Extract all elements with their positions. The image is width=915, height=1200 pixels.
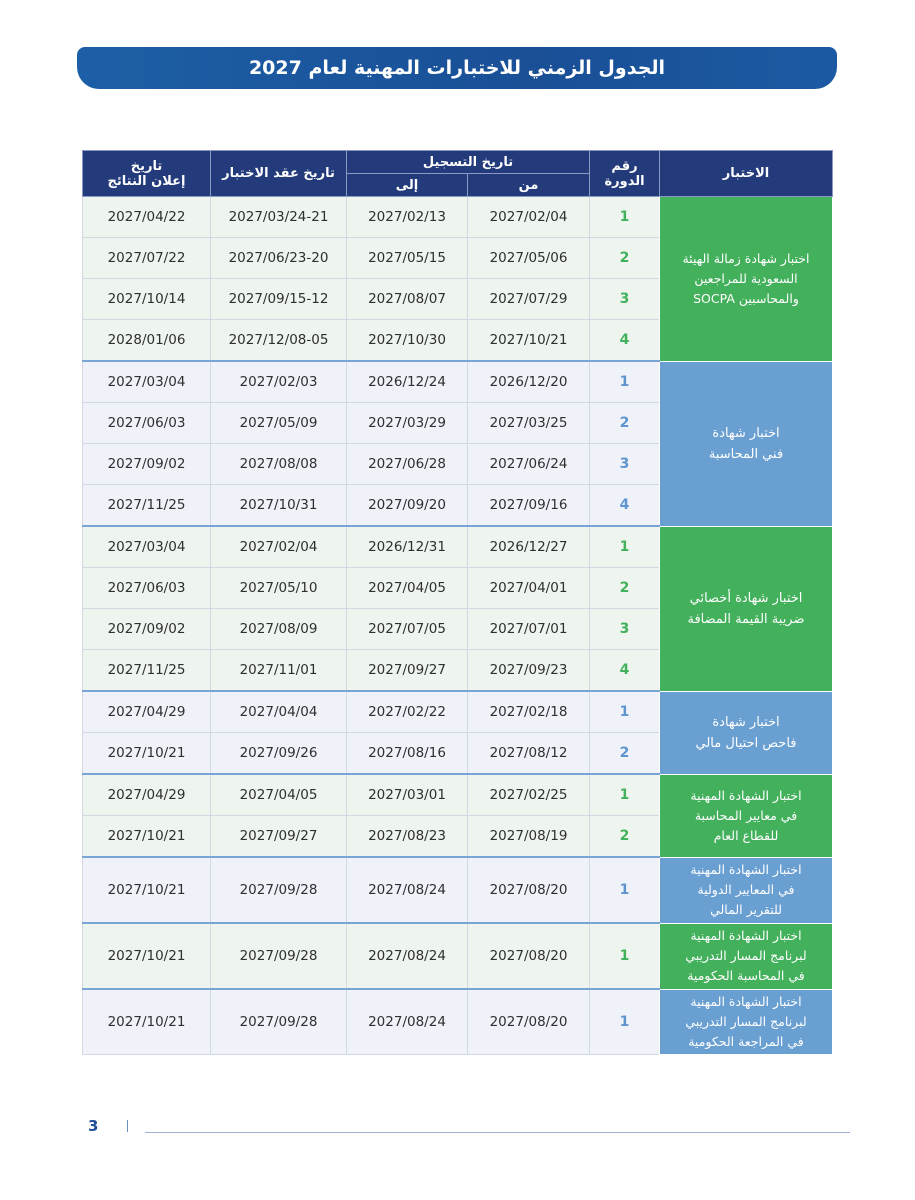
results-date-cell: 2027/09/02 (83, 609, 211, 650)
results-date-cell: 2027/04/29 (83, 774, 211, 816)
results-date-cell: 2027/06/03 (83, 568, 211, 609)
table-row (83, 857, 833, 923)
exam-date-cell: 2027/08/09 (211, 609, 347, 650)
registration-to-cell: 2027/09/27 (347, 650, 468, 692)
schedule-table (82, 150, 833, 1055)
registration-to-cell: 2027/03/01 (347, 774, 468, 816)
exam-date-cell: 2027/04/05 (211, 774, 347, 816)
header-to: إلى (347, 174, 468, 197)
exam-name-line: والمحاسبين SOCPA (693, 290, 799, 306)
exam-name-line: في المحاسبة الحكومية (687, 968, 805, 983)
registration-to-cell: 2027/08/16 (347, 733, 468, 775)
results-date-cell: 2027/10/21 (83, 989, 211, 1055)
registration-to-cell: 2027/02/22 (347, 691, 468, 733)
exam-name-line: في المراجعة الحكومية (688, 1033, 804, 1049)
exam-name-line: اختبار شهادة زمالة الهيئة (682, 250, 810, 266)
cycle-number-cell: 1 (590, 923, 660, 989)
exam-name-cell (660, 857, 833, 923)
registration-from-cell: 2026/12/27 (468, 526, 590, 568)
registration-from-cell: 2027/02/25 (468, 774, 590, 816)
exam-name-line: في المعايير الدولية (697, 882, 795, 897)
registration-to-cell: 2027/04/05 (347, 568, 468, 609)
registration-to-cell: 2027/05/15 (347, 238, 468, 279)
exam-name-cell (660, 361, 833, 526)
table-row (83, 197, 833, 238)
exam-name-line: اختبار شهادة (712, 714, 780, 730)
exam-date-cell: 2027/09/27 (211, 816, 347, 858)
cycle-number-cell: 1 (590, 197, 660, 238)
exam-date-cell: 2027/09/26 (211, 733, 347, 775)
results-date-cell: 2027/03/04 (83, 526, 211, 568)
registration-from-cell: 2027/08/20 (468, 923, 590, 989)
cycle-number-cell: 4 (590, 650, 660, 692)
exam-date-cell: 2027/08/08 (211, 444, 347, 485)
registration-from-cell: 2027/08/20 (468, 989, 590, 1055)
exam-name-line: اختبار شهادة (712, 425, 780, 441)
header-cycle (590, 151, 660, 197)
table-row (83, 691, 833, 733)
exam-date-cell: 2027/05/09 (211, 403, 347, 444)
exam-date-cell: 2027/11/01 (211, 650, 347, 692)
exam-name-cell (660, 526, 833, 691)
registration-from-cell: 2027/07/01 (468, 609, 590, 650)
exam-name-line: لبرنامج المسار التدريبي (685, 948, 807, 963)
exam-name-cell (660, 691, 833, 774)
cycle-number-cell: 1 (590, 774, 660, 816)
exam-date-cell: 2027/09/28 (211, 989, 347, 1055)
results-date-cell: 2027/10/21 (83, 733, 211, 775)
registration-to-cell: 2027/02/13 (347, 197, 468, 238)
registration-from-cell: 2026/12/20 (468, 361, 590, 403)
cycle-number-cell: 1 (590, 857, 660, 923)
exam-name-line: فني المحاسبة (708, 446, 784, 462)
registration-from-cell: 2027/09/16 (468, 485, 590, 527)
registration-from-cell: 2027/06/24 (468, 444, 590, 485)
cycle-number-cell: 3 (590, 609, 660, 650)
header-cycle-line1: رقم (611, 158, 638, 174)
exam-name-line: ضريبة القيمة المضافة (687, 611, 805, 627)
registration-to-cell: 2027/08/24 (347, 923, 468, 989)
registration-to-cell: 2027/08/24 (347, 989, 468, 1055)
cycle-number-cell: 4 (590, 320, 660, 362)
cycle-number-cell: 2 (590, 403, 660, 444)
header-exam-date: تاريخ عقد الاختبار (211, 151, 347, 197)
table-row (83, 923, 833, 989)
results-date-cell: 2027/09/02 (83, 444, 211, 485)
exam-date-cell: 2027/02/04 (211, 526, 347, 568)
exam-name-line: للقطاع العام (713, 827, 779, 843)
page-title: الجدول الزمني للاختبارات المهنية لعام 2027 (248, 57, 666, 79)
header-registration: تاريخ التسجيل (347, 151, 590, 174)
registration-to-cell: 2027/06/28 (347, 444, 468, 485)
exam-date-cell: 2027/05/10 (211, 568, 347, 609)
cycle-number-cell: 4 (590, 485, 660, 527)
exam-date-cell: 2027/09/15-12 (211, 279, 347, 320)
exam-name-line: اختبار الشهادة المهنية (690, 862, 802, 877)
registration-to-cell: 2026/12/31 (347, 526, 468, 568)
exam-date-cell: 2027/03/24-21 (211, 197, 347, 238)
results-date-cell: 2027/10/21 (83, 923, 211, 989)
table-row (83, 774, 833, 816)
cycle-number-cell: 1 (590, 989, 660, 1055)
title-banner (77, 47, 837, 89)
exam-name-line: في معايير المحاسبة (694, 807, 798, 823)
cycle-number-cell: 2 (590, 238, 660, 279)
cycle-number-cell: 2 (590, 816, 660, 858)
exam-date-cell: 2027/09/28 (211, 923, 347, 989)
registration-to-cell: 2027/10/30 (347, 320, 468, 362)
exam-date-cell: 2027/06/23-20 (211, 238, 347, 279)
cycle-number-cell: 1 (590, 361, 660, 403)
header-from: من (468, 174, 590, 197)
exam-date-cell: 2027/09/28 (211, 857, 347, 923)
registration-from-cell: 2027/08/19 (468, 816, 590, 858)
exam-name-line: اختبار الشهادة المهنية (690, 787, 802, 803)
cycle-number-cell: 2 (590, 568, 660, 609)
registration-to-cell: 2027/08/24 (347, 857, 468, 923)
footer-divider-tick (127, 1120, 128, 1132)
results-date-cell: 2027/04/22 (83, 197, 211, 238)
registration-to-cell: 2027/03/29 (347, 403, 468, 444)
table-body (83, 197, 833, 1055)
registration-from-cell: 2027/08/20 (468, 857, 590, 923)
cycle-number-cell: 2 (590, 733, 660, 775)
exam-name-line: لبرنامج المسار التدريبي (685, 1013, 807, 1029)
exam-name-line: اختبار الشهادة المهنية (690, 993, 802, 1009)
registration-from-cell: 2027/02/04 (468, 197, 590, 238)
registration-from-cell: 2027/09/23 (468, 650, 590, 692)
cycle-number-cell: 1 (590, 526, 660, 568)
exam-date-cell: 2027/02/03 (211, 361, 347, 403)
page-number: 3 (88, 1117, 99, 1135)
exam-date-cell: 2027/04/04 (211, 691, 347, 733)
registration-from-cell: 2027/02/18 (468, 691, 590, 733)
header-results-line2: إعلان النتائج (107, 173, 186, 189)
registration-from-cell: 2027/03/25 (468, 403, 590, 444)
results-date-cell: 2027/10/21 (83, 816, 211, 858)
footer-rule (145, 1132, 850, 1133)
registration-to-cell: 2026/12/24 (347, 361, 468, 403)
table-row (83, 989, 833, 1055)
registration-from-cell: 2027/10/21 (468, 320, 590, 362)
exam-date-cell: 2027/10/31 (211, 485, 347, 527)
header-exam: الاختبار (660, 151, 833, 197)
results-date-cell: 2028/01/06 (83, 320, 211, 362)
header-results (83, 151, 211, 197)
exam-name-line: اختبار الشهادة المهنية (690, 928, 802, 943)
registration-from-cell: 2027/04/01 (468, 568, 590, 609)
results-date-cell: 2027/07/22 (83, 238, 211, 279)
results-date-cell: 2027/10/21 (83, 857, 211, 923)
results-date-cell: 2027/06/03 (83, 403, 211, 444)
exam-date-cell: 2027/12/08-05 (211, 320, 347, 362)
registration-from-cell: 2027/08/12 (468, 733, 590, 775)
cycle-number-cell: 3 (590, 444, 660, 485)
registration-from-cell: 2027/05/06 (468, 238, 590, 279)
results-date-cell: 2027/03/04 (83, 361, 211, 403)
cycle-number-cell: 3 (590, 279, 660, 320)
exam-name-line: السعودية للمراجعين (694, 270, 798, 286)
exam-name-cell (660, 197, 833, 362)
exam-name-line: للتقرير المالي (710, 902, 782, 917)
results-date-cell: 2027/11/25 (83, 650, 211, 692)
exam-name-cell (660, 774, 833, 857)
registration-from-cell: 2027/07/29 (468, 279, 590, 320)
results-date-cell: 2027/11/25 (83, 485, 211, 527)
results-date-cell: 2027/10/14 (83, 279, 211, 320)
table-header (83, 151, 833, 197)
exam-name-cell (660, 989, 833, 1055)
registration-to-cell: 2027/07/05 (347, 609, 468, 650)
header-results-line1: تاريخ (130, 158, 163, 174)
registration-to-cell: 2027/09/20 (347, 485, 468, 527)
table-row (83, 526, 833, 568)
header-cycle-line2: الدورة (604, 173, 645, 189)
results-date-cell: 2027/04/29 (83, 691, 211, 733)
table-row (83, 361, 833, 403)
registration-to-cell: 2027/08/23 (347, 816, 468, 858)
cycle-number-cell: 1 (590, 691, 660, 733)
exam-name-line: فاحص احتيال مالي (695, 735, 797, 751)
exam-name-cell (660, 923, 833, 989)
registration-to-cell: 2027/08/07 (347, 279, 468, 320)
exam-name-line: اختبار شهادة أخصائي (689, 590, 803, 606)
